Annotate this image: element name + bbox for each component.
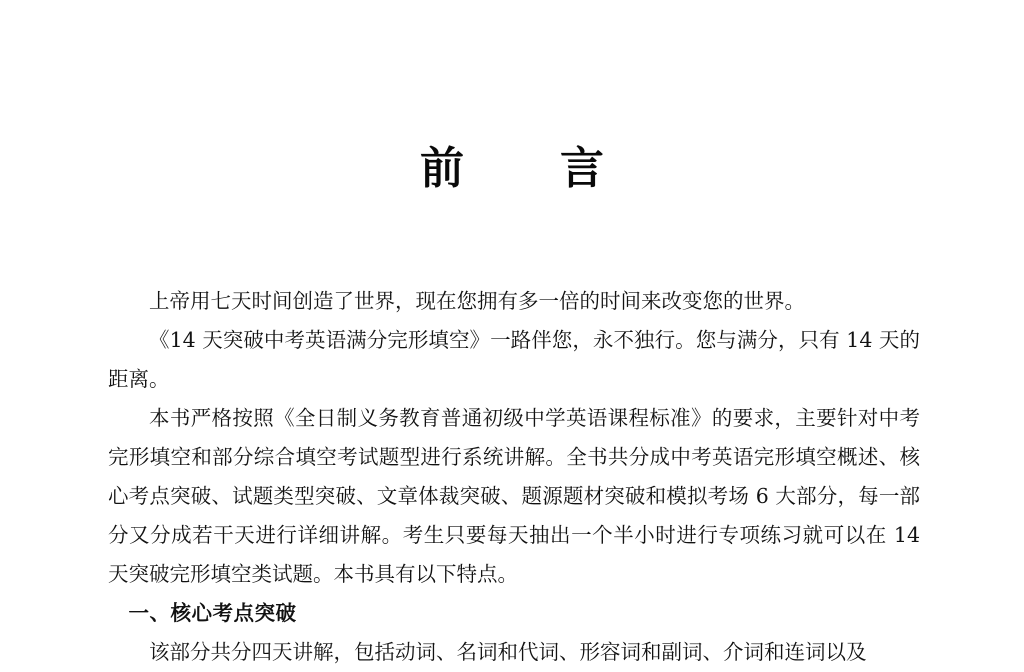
clipped-line: 该部分共分四天讲解，包括动词、名词和代词、形容词和副词、介词和连词以及 xyxy=(149,640,867,664)
body-text xyxy=(108,282,920,664)
section-heading: 一、核心考点突破 xyxy=(128,601,297,625)
paragraph-3: 本书严格按照《全日制义务教育普通初级中学英语课程标准》的要求，主要针对中考完形填空和部分综合填空考试题型进行系统讲解。全书共分成中考英语完形填空概述、核心考点突破、试题类型突破、文章体裁突破、题源题材突破和模拟考场 6 大部分，每一部分又分成若干天进行详细讲解。考生只要每天抽出一个半小时进行专项练习就可以在 14 天突破完形填空类试题。本书具有以下特点。 xyxy=(108,406,920,586)
page-title: 前 言 xyxy=(420,143,630,194)
paragraph-2: 《14 天突破中考英语满分完形填空》一路伴您，永不独行。您与满分，只有 14 天的距离。 xyxy=(108,328,920,391)
paragraph-1: 上帝用七天时间创造了世界，现在您拥有多一倍的时间来改变您的世界。 xyxy=(149,289,805,313)
